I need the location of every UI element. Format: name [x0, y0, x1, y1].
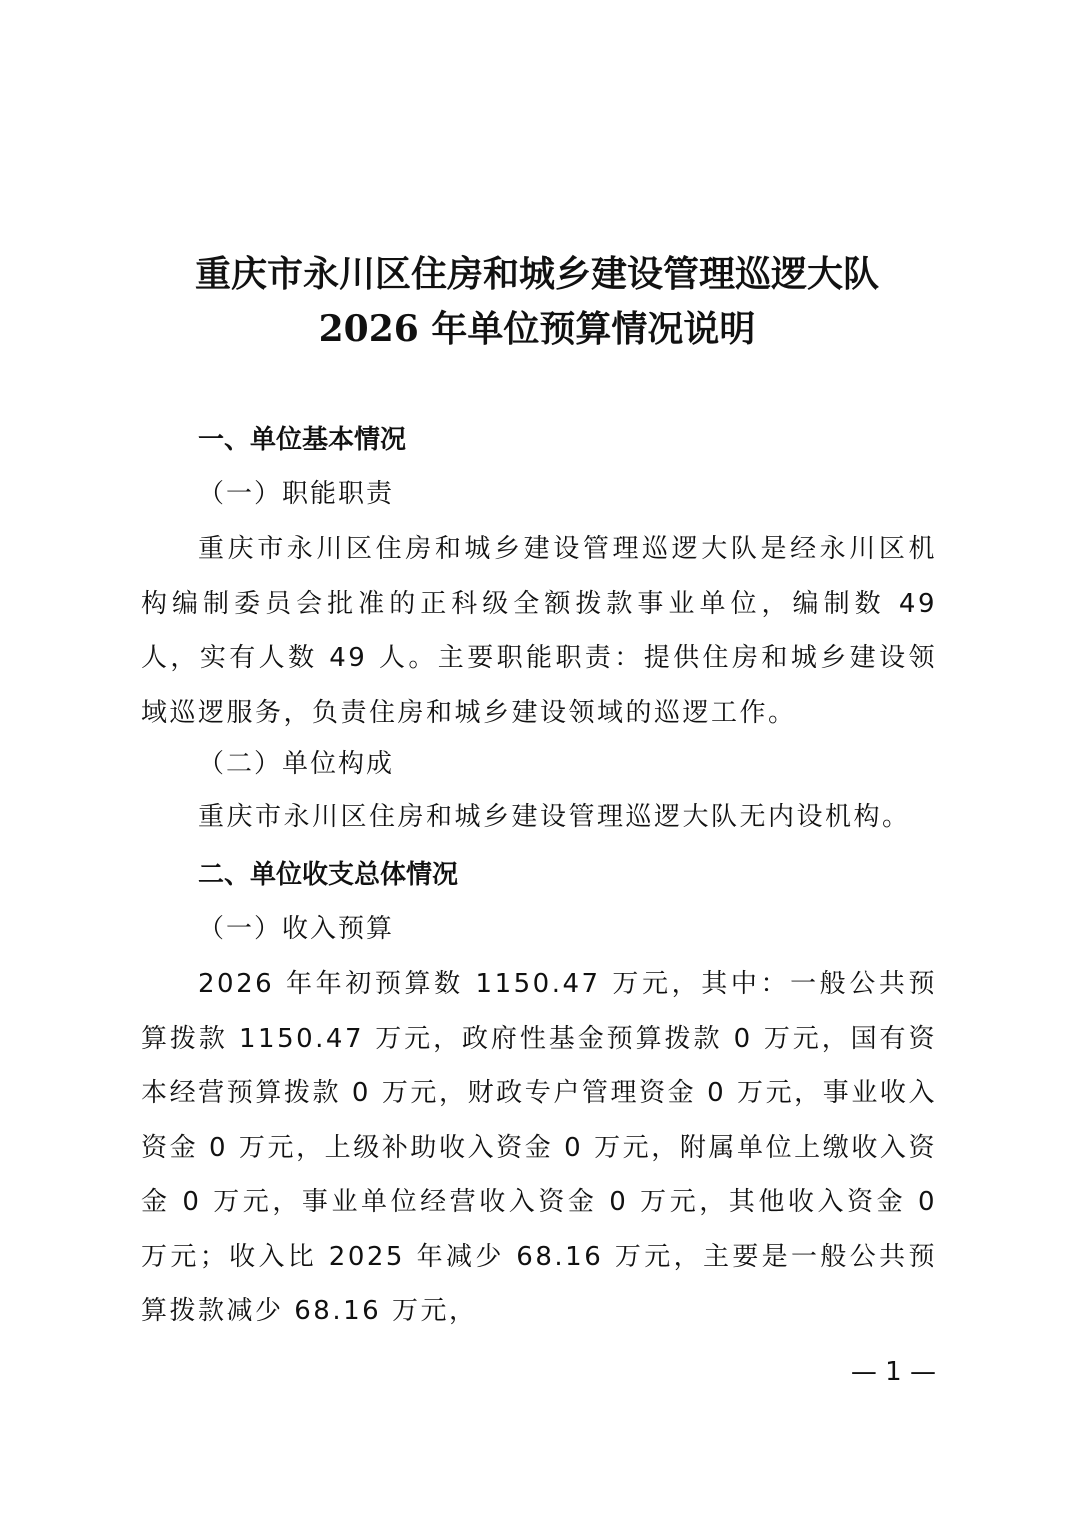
section1-sub1-heading: （一）职能职责 [198, 479, 395, 509]
section1-sub2-paragraph: 重庆市永川区住房和城乡建设管理巡逻大队无内设机构。 [198, 802, 911, 832]
document-title-line1: 重庆市永川区住房和城乡建设管理巡逻大队 [194, 253, 879, 295]
section2-sub1-heading: （一）收入预算 [198, 914, 395, 944]
section1-sub2-heading: （二）单位构成 [198, 749, 395, 779]
section1-heading: 一、单位基本情况 [198, 425, 407, 455]
section1-sub1-paragraph: 重庆市永川区住房和城乡建设管理巡逻大队是经永川区机构编制委员会批准的正科级全额拨款事业单位，编制数 49 人，实有人数 49 人。主要职能职责：提供住房和城乡建设领域巡逻服务，负责住房和城乡建设领域的巡逻工作。 [141, 534, 937, 728]
section2-sub1-paragraph: 2026 年年初预算数 1150.47 万元，其中：一般公共预算拨款 1150.47 万元，政府性基金预算拨款 0 万元，国有资本经营预算拨款 0 万元，财政专户管理资金 0 万元，事业收入资金 0 万元，上级补助收入资金 0 万元，附属单位上缴收入资金 0 万元，事业单位经营收入资金 0 万元，其他收入资金 0 万元；收入比 2025 年减少 68.16 万元，主要是一般公共预算拨款减少 68.16 万元， [141, 969, 937, 1326]
document-title-line2: 2026 年单位预算情况说明 [318, 308, 756, 350]
page-number: — 1 — [850, 1357, 936, 1387]
section2-heading: 二、单位收支总体情况 [198, 860, 459, 890]
